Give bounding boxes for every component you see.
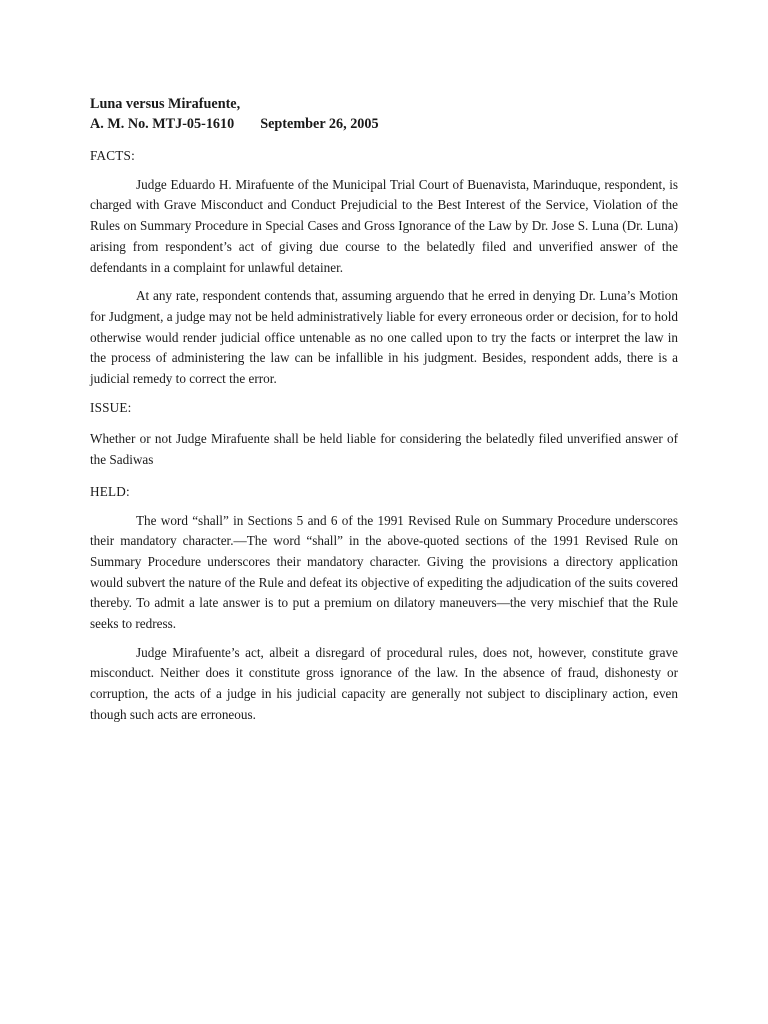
held-paragraph-2: Judge Mirafuente’s act, albeit a disregard of procedural rules, does not, however, constitute grave misconduct. Neither does it constitute gross ignorance of the law. In the absence of fraud, dishonesty or corruption, the acts of a judge in his judicial capacity are generally not subject to disciplinary action, even though such acts are erroneous. — [90, 644, 678, 722]
case-reference-line — [90, 114, 678, 134]
issue-paragraph: Whether or not Judge Mirafuente shall be held liable for considering the belatedly filed unverified answer of the Sadiwas — [90, 431, 678, 468]
held-paragraph-1: The word “shall” in Sections 5 and 6 of the 1991 Revised Rule on Summary Procedure underscores their mandatory character.—The word “shall” in the above-quoted sections of the 1991 Revised Rule on Summary Procedure underscores their mandatory character. Giving the provisions a directory application would subvert the nature of the Rule and defeat its objective of expediting the adjudication of the suits covered thereby. To admit a late answer is to put a premium on dilatory maneuvers—the very mischief that the Rule seeks to redress. — [90, 512, 678, 632]
facts-heading: FACTS: — [90, 148, 135, 163]
case-date: September 26, 2005 — [260, 116, 379, 132]
document-content — [90, 94, 678, 726]
issue-heading: ISSUE: — [90, 399, 132, 415]
case-number: A. M. No. MTJ-05-1610 — [90, 116, 235, 132]
held-heading: HELD: — [90, 483, 130, 499]
facts-paragraph-2: At any rate, respondent contends that, assuming arguendo that he erred in denying Dr. Luna’s Motion for Judgment, a judge may not be held administratively liable for every erroneous order or decision, for to hold otherwise would render judicial office untenable as no one called upon to try the facts or interpret the law in the process of administering the law can be infallible in his judgment. Besides, respondent adds, there is a judicial remedy to correct the error. — [90, 288, 678, 387]
facts-paragraph-1: Judge Eduardo H. Mirafuente of the Municipal Trial Court of Buenavista, Marinduque, respondent, is charged with Grave Misconduct and Conduct Prejudicial to the Best Interest of the Service, Violation of the Rules on Summary Procedure in Special Cases and Gross Ignorance of the Law by Dr. Jose S. Luna (Dr. Luna) arising from respondent’s act of giving due course to the belatedly filed and unverified answer of the defendants in a complaint for unlawful detainer. — [90, 176, 678, 275]
case-title: Luna versus Mirafuente, — [90, 96, 241, 112]
